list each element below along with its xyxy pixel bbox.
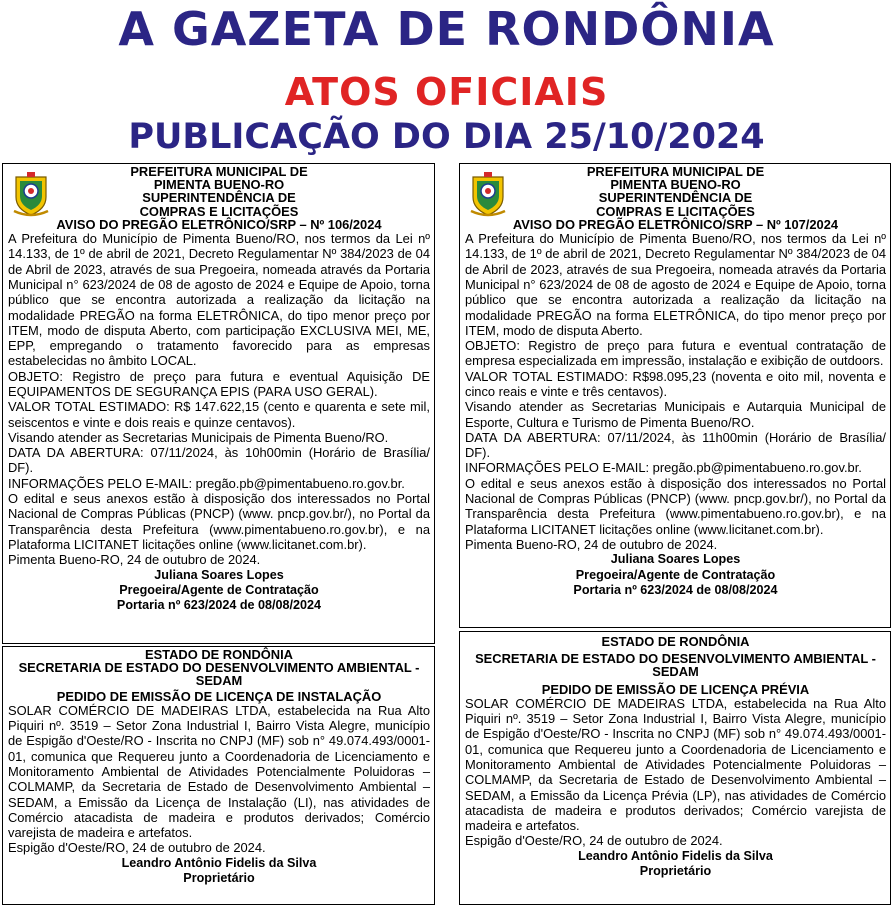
- notice-local-data: Pimenta Bueno-RO, 24 de outubro de 2024.: [8, 552, 261, 568]
- notice-objeto: OBJETO: Registro de preço para futura e eventual Aquisição DE EQUIPAMENTOS DE SEGURANÇA EPIS (PARA USO GERAL).: [8, 368, 430, 399]
- publication-date-title: PUBLICAÇÃO DO DIA 25/10/2024: [128, 117, 765, 157]
- notice-title: AVISO DO PREGÃO ELETRÔNICO/SRP – Nº 106/2024: [56, 216, 382, 232]
- signature-name: Leandro Antônio Fidelis da Silva: [121, 855, 317, 870]
- notice-edital: O edital e seus anexos estão à disposição dos interessados no Portal Nacional de Compras Públicas (PNCP) (www. pncp.gov.br/), no Portal da Transparência desta Prefeitura (www.pimentabueno.ro.gov.br), e na Plataforma LICITANET licitações online (www.licitanet.com.br).: [465, 475, 886, 537]
- org-line: SUPERINTENDÊNCIA DE: [598, 190, 753, 206]
- org-line: PREFEITURA MUNICIPAL DE: [586, 164, 765, 179]
- notice-sedam-licenca-previa: [459, 631, 891, 905]
- notice-abertura: DATA DA ABERTURA: 07/11/2024, às 10h00min (Horário de Brasília/ DF).: [8, 445, 430, 476]
- notice-visando: Visando atender as Secretarias Municipais de Pimenta Bueno/RO.: [8, 429, 389, 445]
- notice-valor: VALOR TOTAL ESTIMADO: R$ 147.622,15 (cento e quarenta e sete mil, seiscentos e vinte e dois reais e quinze centavos).: [8, 399, 430, 430]
- notice-title: PEDIDO DE EMISSÃO DE LICENÇA DE INSTALAÇÃO: [56, 688, 382, 704]
- signature-role: Proprietário: [639, 864, 712, 879]
- signature-role: Pregoeira/Agente de Contratação: [119, 582, 319, 597]
- notice-objeto: OBJETO: Registro de preço para futura e eventual contratação de empresa especializada em impressão, instalação e exibição de outdoors.: [465, 338, 886, 369]
- notice-abertura: DATA DA ABERTURA: 07/11/2024, às 11h00min (Horário de Brasília/ DF).: [465, 429, 886, 461]
- org-line: ESTADO DE RONDÔNIA: [144, 647, 293, 662]
- section-title: ATOS OFICIAIS: [284, 70, 609, 114]
- org-line: COMPRAS E LICITAÇÕES: [139, 203, 299, 219]
- signature-portaria: Portaria nº 623/2024 de 08/08/2024: [116, 598, 322, 613]
- newspaper-title: A GAZETA DE RONDÔNIA: [118, 2, 775, 56]
- municipal-seal-icon: [12, 171, 50, 217]
- signature-name: Leandro Antônio Fidelis da Silva: [578, 848, 773, 863]
- notice-visando: Visando atender as Secretarias Municipais e Autarquia Municipal de Esporte, Cultura e Turismo de Pimenta Bueno/RO.: [465, 399, 886, 430]
- notice-edital: O edital e seus anexos estão à disposição dos interessados no Portal Nacional de Compras Públicas (PNCP) (www. pncp.gov.br/), no Portal da Transparência desta Prefeitura (www.pimentabueno.ro.gov.br), e na Plataforma LICITANET licitações online (www.licitanet.com.br).: [8, 491, 430, 552]
- municipal-seal-icon: [469, 171, 507, 217]
- notice-body: SOLAR COMÉRCIO DE MADEIRAS LTDA, estabelecida na Rua Alto Piquiri nº. 3519 – Setor Zona Industrial I, Bairro Vista Alegre, município de Espigão d'Oeste/RO - Inscrita no CNPJ (MF) sob n° 49.074.493/0001-01, comunica que Requereu junto a Coordenadoria de Licenciamento e Monitoramento Ambiental de Atividades Potencialmente Poluidoras – COLMAMP, da Secretaria de Estado de Desenvolvimento Ambiental – SEDAM, a Emissão da Licença de Instalação (LI), nas atividades de Comércio atacadista de madeira e produtos derivados; Comércio varejista de madeira e artefatos.: [8, 702, 430, 841]
- signature-portaria: Portaria nº 623/2024 de 08/08/2024: [573, 582, 778, 597]
- notice-local-data: Espigão d'Oeste/RO, 24 de outubro de 2024.: [465, 833, 723, 849]
- notice-pregao-107: [459, 163, 891, 628]
- notice-pregao-106: [2, 163, 435, 644]
- org-line: SECRETARIA DE ESTADO DO DESENVOLVIMENTO AMBIENTAL - SEDAM: [475, 651, 876, 680]
- org-line: SUPERINTENDÊNCIA DE: [142, 190, 296, 206]
- notice-intro: A Prefeitura do Município de Pimenta Bueno/RO, nos termos da Lei nº 14.133, de 1º de abril de 2021, Decreto Regulamentar Nº 384/2023 de 04 de Abril de 2023, através de sua Pregoeira, nomeada através da Portaria Municipal n° 623/2024 de 08 de agosto de 2024 e Equipe de Apoio, torna público que se encontra autorizada a realização da licitação na modalidade PREGÃO na forma ELETRÔNICA, do tipo menor preço por ITEM, modo de disputa Aberto, com participação EXCLUSIVA MEI, ME, EPP, empregando o tratamento favorecido para as empresas estabelecidas no âmbito LOCAL.: [8, 231, 430, 369]
- org-line: COMPRAS E LICITAÇÕES: [596, 203, 755, 219]
- notice-header: [465, 165, 886, 231]
- notice-local-data: Espigão d'Oeste/RO, 24 de outubro de 2024.: [8, 840, 266, 856]
- notice-header: [8, 165, 430, 231]
- notice-title: AVISO DO PREGÃO ELETRÔNICO/SRP – Nº 107/2024: [512, 216, 839, 232]
- notice-intro: A Prefeitura do Município de Pimenta Bueno/RO, nos termos da Lei nº 14.133, de 1º de abril de 2021, Decreto Regulamentar Nº 384/2023 de 04 de Abril de 2023, através de sua Pregoeira, nomeada através da Portaria Municipal n° 623/2024 de 08 de agosto de 2024 e Equipe de Apoio, torna público que se encontra autorizada a realização da licitação na modalidade PREGÃO na forma ELETRÔNICA, do tipo menor preço por ITEM, modo de disputa Aberto.: [465, 231, 886, 338]
- org-line: SECRETARIA DE ESTADO DO DESENVOLVIMENTO AMBIENTAL - SEDAM: [18, 660, 420, 689]
- notice-email: INFORMAÇÕES PELO E-MAIL: pregão.pb@pimentabueno.ro.gov.br.: [465, 460, 862, 476]
- org-line: PIMENTA BUENO-RO: [153, 177, 285, 193]
- org-line: PIMENTA BUENO-RO: [610, 177, 741, 193]
- signature-role: Proprietário: [183, 871, 255, 886]
- notice-title: PEDIDO DE EMISSÃO DE LICENÇA PRÉVIA: [541, 681, 810, 697]
- notice-sedam-licenca-instalacao: [2, 646, 435, 905]
- notice-local-data: Pimenta Bueno-RO, 24 de outubro de 2024.: [465, 536, 718, 552]
- notice-email: INFORMAÇÕES PELO E-MAIL: pregão.pb@pimentabueno.ro.gov.br.: [8, 475, 405, 491]
- signature-name: Juliana Soares Lopes: [154, 567, 284, 582]
- org-line: PREFEITURA MUNICIPAL DE: [130, 164, 308, 179]
- notice-body: SOLAR COMÉRCIO DE MADEIRAS LTDA, estabelecida na Rua Alto Piquiri nº. 3519 – Setor Zona Industrial I, Bairro Vista Alegre, município de Espigão d'Oeste/RO - Inscrita no CNPJ (MF) sob n° 49.074.493/0001-01, comunica que Requereu junto a Coordenadoria de Licenciamento e Monitoramento Ambiental de Atividades Potencialmente Poluidoras – COLMAMP, da Secretaria de Estado de Desenvolvimento Ambiental – SEDAM, a Emissão da Licença Prévia (LP), nas atividades de Comércio atacadista de madeira e produtos derivados; Comércio varejista de madeira e artefatos.: [465, 695, 886, 834]
- signature-name: Juliana Soares Lopes: [610, 552, 741, 567]
- org-line: ESTADO DE RONDÔNIA: [601, 634, 750, 649]
- notice-valor: VALOR TOTAL ESTIMADO: R$98.095,23 (noventa e oito mil, noventa e cinco reais e vinte e três centavos).: [465, 368, 886, 399]
- signature-role: Pregoeira/Agente de Contratação: [575, 567, 776, 582]
